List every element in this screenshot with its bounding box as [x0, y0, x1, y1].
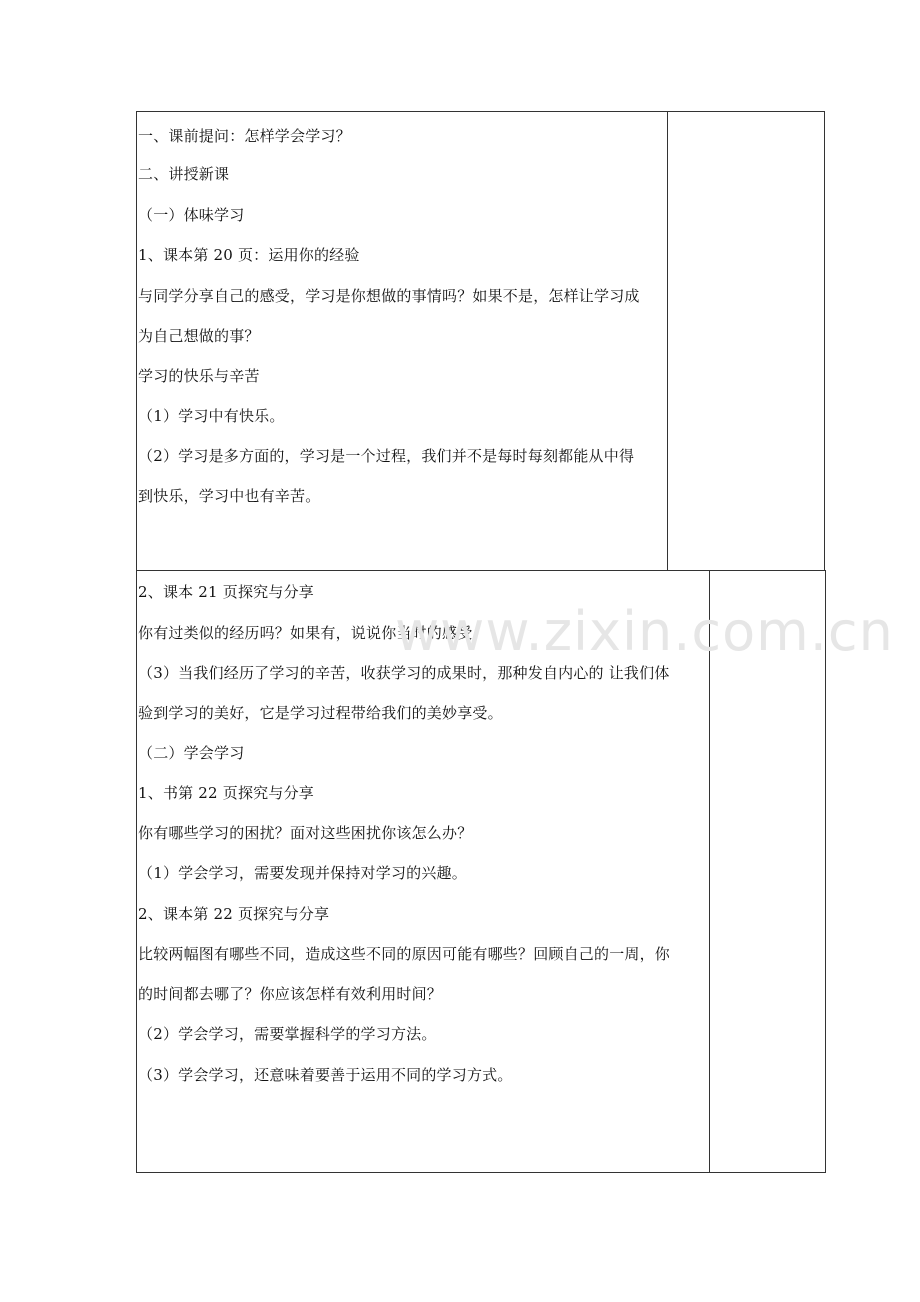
s2-line-11: 的时间都去哪了？你应该怎样有效利用时间？ [138, 985, 443, 1003]
s2-line-4: 验到学习的美好，它是学习过程带给我们的美妙享受。 [138, 704, 503, 722]
s2-line-10: 比较两幅图有哪些不同，造成这些不同的原因可能有哪些？回顾自己的一周，你 [138, 945, 671, 963]
s2-line-12: （2）学会学习，需要掌握科学的学习方法。 [138, 1025, 437, 1043]
s2-line-3: （3）当我们经历了学习的辛苦，收获学习的成果时，那种发自内心的 让我们体 [138, 664, 670, 682]
s2-line-5: （二）学会学习 [138, 744, 245, 762]
s2-line-1: 2、课本 21 页探究与分享 [138, 583, 314, 601]
s2-line-9: 2、课本第 22 页探究与分享 [138, 905, 330, 923]
s1-line-6: 为自己想做的事？ [138, 327, 260, 345]
table-2-column-divider [709, 570, 710, 1173]
s2-line-8: （1）学会学习，需要发现并保持对学习的兴趣。 [138, 864, 467, 882]
table-1-column-divider [667, 111, 668, 571]
s2-line-2: 你有过类似的经历吗？如果有，说说你当时的感受。 [138, 624, 488, 642]
s2-line-6: 1、书第 22 页探究与分享 [138, 784, 314, 802]
s1-line-2: 二、讲授新课 [138, 165, 230, 183]
s1-line-9: （2）学习是多方面的，学习是一个过程，我们并不是每时每刻都能从中得 [138, 447, 635, 465]
s1-line-4: 1、课本第 20 页：运用你的经验 [138, 246, 360, 264]
s1-line-1: 一、课前提问：怎样学会学习？ [138, 127, 351, 145]
s1-line-3: （一）体味学习 [138, 206, 245, 224]
s2-line-13: （3）学会学习，还意味着要善于运用不同的学习方式。 [138, 1066, 513, 1084]
watermark: www.zixin.com.cn [395, 600, 894, 663]
s1-line-7: 学习的快乐与辛苦 [138, 367, 260, 385]
s1-line-10: 到快乐，学习中也有辛苦。 [138, 487, 321, 505]
s1-line-8: （1）学习中有快乐。 [138, 407, 285, 425]
s2-line-7: 你有哪些学习的困扰？面对这些困扰你该怎么办？ [138, 824, 473, 842]
s1-line-5: 与同学分享自己的感受，学习是你想做的事情吗？如果不是，怎样让学习成 [138, 287, 640, 305]
